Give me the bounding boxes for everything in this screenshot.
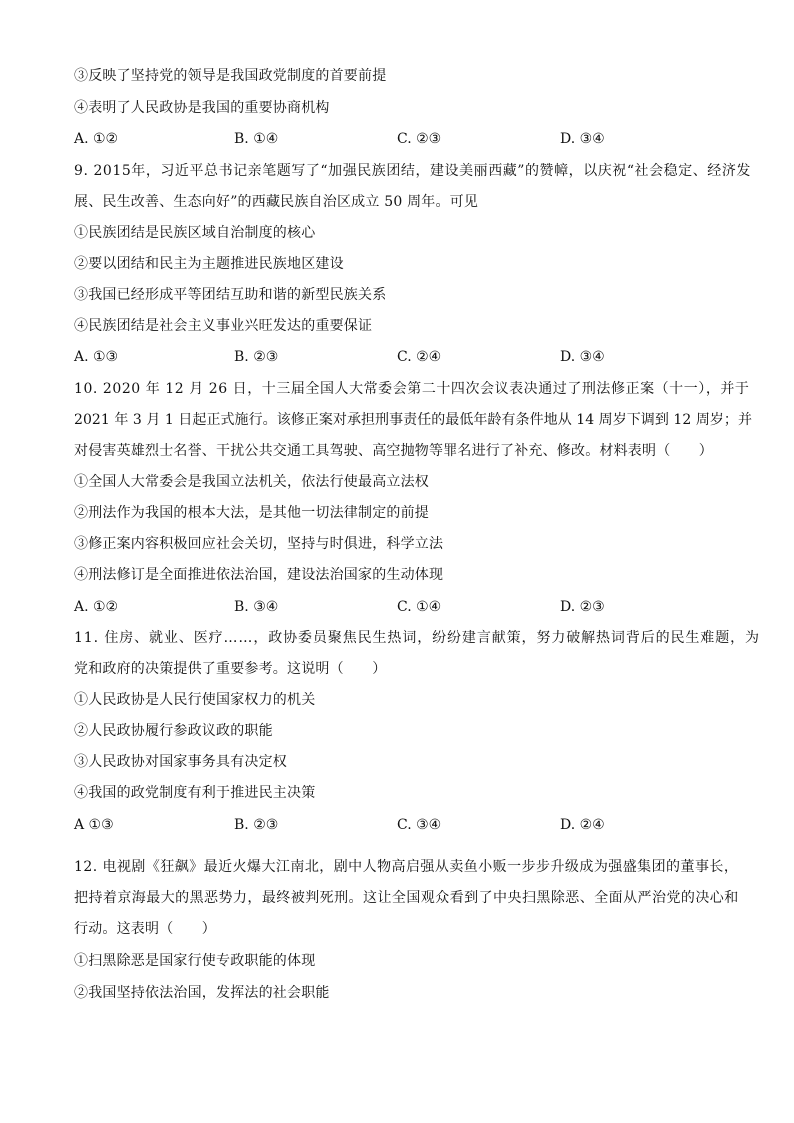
q8-statement-3: ③反映了坚持党的领导是我国政党制度的首要前提 (74, 68, 387, 84)
q10-stem-line-1: 10. 2020 年 12 月 26 日，十三届全国人大常委会第二十四次会议表决通过了刑法修正案（十一），并于 (74, 381, 750, 397)
q12-stem-line-3: 行动。这表明（ ） (74, 921, 216, 937)
q11-options (74, 815, 734, 835)
q10-option-b: B. ③④ (234, 599, 279, 615)
q9-option-d: D. ③④ (560, 349, 605, 365)
q11-stem-line-1: 11. 住房、就业、医疗……，政协委员聚焦民生热词，纷纷建言献策，努力破解热词背后的民生难题，为 (74, 630, 760, 646)
q9-statement-4: ④民族团结是社会主义事业兴旺发达的重要保证 (74, 318, 373, 334)
q12-statement-1: ①扫黑除恶是国家行使专政职能的体现 (74, 953, 316, 969)
q11-option-a: A ①③ (74, 817, 114, 833)
q11-statement-4: ④我国的政党制度有利于推进民主决策 (74, 785, 316, 801)
q9-statement-1: ①民族团结是民族区域自治制度的核心 (74, 225, 316, 241)
q10-option-d: D. ②③ (560, 599, 605, 615)
q8-option-d: D. ③④ (560, 131, 605, 147)
q11-statement-3: ③人民政协对国家事务具有决定权 (74, 754, 287, 770)
q10-statement-2: ②刑法作为我国的根本大法，是其他一切法律制定的前提 (74, 505, 429, 521)
q10-option-a: A. ①② (74, 599, 119, 615)
q11-stem-line-2: 党和政府的决策提供了重要参考。这说明（ ） (74, 661, 387, 677)
q12-stem-line-2: 把持着京海最大的黑恶势力，最终被判死刑。这让全国观众看到了中央扫黑除恶、全面从严治党的决心和 (74, 890, 739, 906)
q9-option-c: C. ②④ (397, 349, 442, 365)
q10-stem-line-2: 2021 年 3 月 1 日起正式施行。该修正案对承担刑事责任的最低年龄有条件地从 14 周岁下调到 12 周岁；并 (74, 412, 753, 428)
q9-stem-line-1: 9. 2015年，习近平总书记亲笔题写了“加强民族团结，建设美丽西藏”的赞幛，以庆祝“社会稳定、经济发 (74, 163, 751, 179)
q10-options (74, 597, 734, 617)
q8-options (74, 129, 734, 149)
q9-options (74, 347, 734, 367)
q9-option-b: B. ②③ (234, 349, 279, 365)
q11-statement-1: ①人民政协是人民行使国家权力的机关 (74, 692, 316, 708)
q10-statement-3: ③修正案内容积极回应社会关切，坚持与时俱进，科学立法 (74, 536, 444, 552)
q10-stem-line-3: 对侵害英雄烈士名誉、干扰公共交通工具驾驶、高空抛物等罪名进行了补充、修改。材料表明（ ） (74, 443, 713, 459)
q9-statement-2: ②要以团结和民主为主题推进民族地区建设 (74, 256, 344, 272)
q12-stem-line-1: 12. 电视剧《狂飙》最近火爆大江南北，剧中人物高启强从卖鱼小贩一步步升级成为强盛集团的董事长， (74, 859, 739, 875)
q9-statement-3: ③我国已经形成平等团结互助和谐的新型民族关系 (74, 287, 387, 303)
q9-stem-line-2: 展、民生改善、生态向好”的西藏民族自治区成立 50 周年。可见 (74, 194, 479, 210)
q11-statement-2: ②人民政协履行参政议政的职能 (74, 723, 273, 739)
q11-option-d: D. ②④ (560, 817, 605, 833)
q11-option-b: B. ②③ (234, 817, 279, 833)
q12-statement-2: ②我国坚持依法治国，发挥法的社会职能 (74, 985, 330, 1001)
q8-option-a: A. ①② (74, 131, 119, 147)
q10-statement-4: ④刑法修订是全面推进依法治国，建设法治国家的生动体现 (74, 567, 444, 583)
q8-statement-4: ④表明了人民政协是我国的重要协商机构 (74, 100, 330, 116)
q11-option-c: C. ③④ (397, 817, 442, 833)
q8-option-c: C. ②③ (397, 131, 442, 147)
q10-option-c: C. ①④ (397, 599, 442, 615)
q9-option-a: A. ①③ (74, 349, 119, 365)
q8-option-b: B. ①④ (234, 131, 279, 147)
q10-statement-1: ①全国人大常委会是我国立法机关，依法行使最高立法权 (74, 474, 429, 490)
